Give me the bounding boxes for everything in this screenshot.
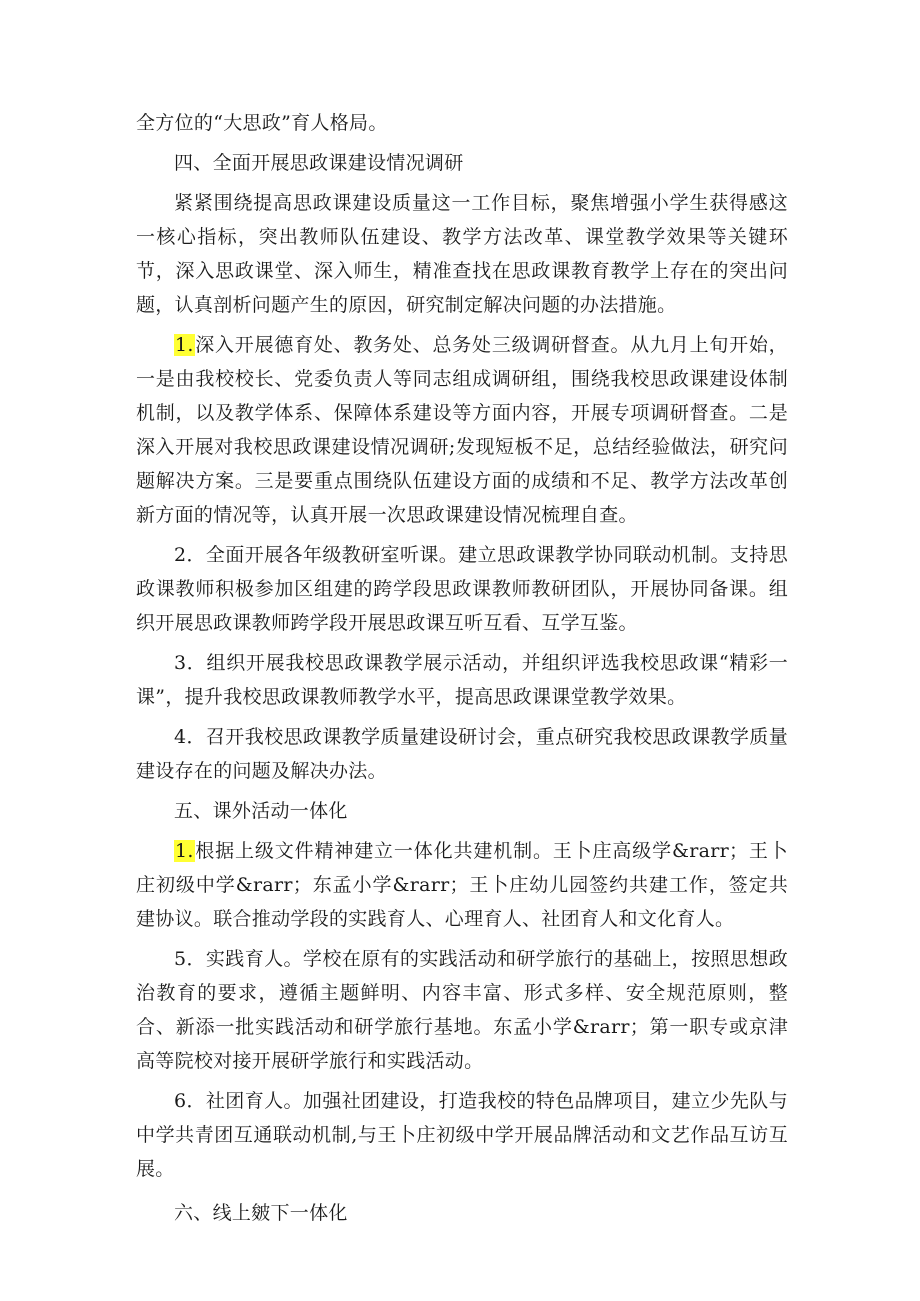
item-number: 5 [174, 948, 187, 970]
document-page [136, 106, 788, 1236]
numbered-item-2: 2．全面开展各年级教研室听课。建立思政课教学协同联动机制。支持思政课教师积极参加区组建的跨学段思政课教师教研团队，开展协同备课。组织开展思政课教师跨学段开展思政课互听互看、互学互鉴。 [136, 544, 788, 634]
numbered-item-1b: 1.根据上级文件精神建立一体化共建机制。王卜庄高级学&rarr；王卜庄初级中学&rarr；东孟小学&rarr；王卜庄幼儿园签约共建工作，签定共建协议。联合推动学段的实践育人、心理育人、社团育人和文化育人。 [136, 840, 788, 930]
section-heading-6: 六、线上皴下一体化 [174, 1202, 348, 1224]
section-heading-4: 四、全面开展思政课建设情况调研 [174, 152, 464, 174]
numbered-item-1: 1.深入开展德育处、教务处、总务处三级调研督查。从九月上旬开始，一是由我校校长、党委负责人等同志组成调研组，围绕我校思政课建设体制机制，以及教学体系、保障体系建设等方面内容，开展专项调研督查。二是深入开展对我校思政课建设情况调研;发现短板不足，总结经验做法，研究问题解决方案。三是要重点围绕队伍建设方面的成绩和不足、教学方法改革创新方面的情况等，认真开展一次思政课建设情况梳理自查。 [136, 334, 788, 526]
section-heading-5: 五、课外活动一体化 [174, 800, 348, 822]
numbered-item-3: 3．组织开展我校思政课教学展示活动，并组织评选我校思政课“精彩一课”，提升我校思政课教师教学水平，提高思政课课堂教学效果。 [136, 652, 788, 708]
numbered-item-5: 5．实践育人。学校在原有的实践活动和研学旅行的基础上，按照思想政治教育的要求，遵循主题鲜明、内容丰富、形式多样、安全规范原则，整合、新添一批实践活动和研学旅行基地。东孟小学&rarr；第一职专或京津高等院校对接开展研学旅行和实践活动。 [136, 948, 788, 1072]
paragraph-continuation: 全方位的“大思政”育人格局。 [136, 112, 388, 134]
item-number: 4 [174, 726, 187, 748]
item-number: 2 [174, 544, 187, 566]
item-number-highlighted: 1. [175, 334, 194, 356]
item-number: 3 [174, 652, 187, 674]
item-number-highlighted: 1. [175, 840, 194, 862]
numbered-item-4: 4．召开我校思政课教学质量建设研讨会，重点研究我校思政课教学质量建设存在的问题及解决办法。 [136, 726, 788, 782]
paragraph-body: 紧紧围绕提高思政课建设质量这一工作目标，聚焦增强小学生获得感这一核心指标，突出教师队伍建设、教学方法改革、课堂教学效果等关键环节，深入思政课堂、深入师生，精准查找在思政课教育教学上存在的突出问题，认真剖析问题产生的原因，研究制定解决问题的办法措施。 [136, 192, 788, 316]
numbered-item-6: 6．社团育人。加强社团建设，打造我校的特色品牌项目，建立少先队与中学共青团互通联动机制,与王卜庄初级中学开展品牌活动和文艺作品互访互展。 [136, 1090, 788, 1180]
item-number: 6 [174, 1090, 187, 1112]
